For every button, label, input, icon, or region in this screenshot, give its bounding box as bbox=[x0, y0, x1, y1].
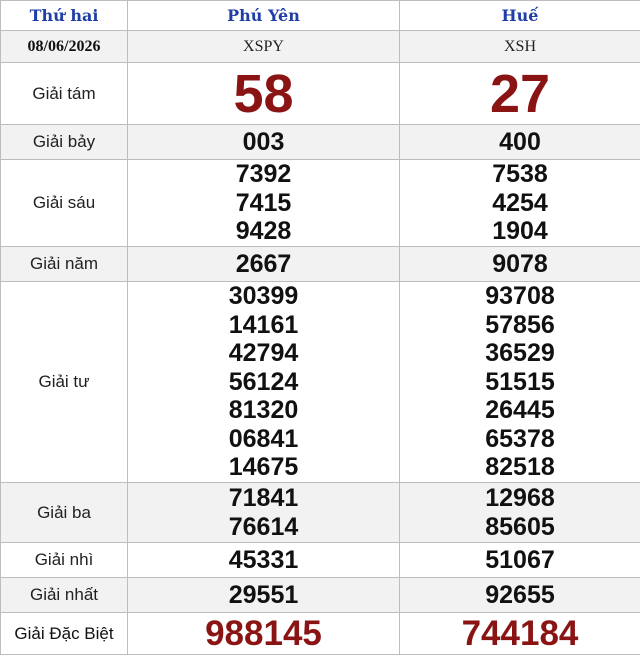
result-number: 7538 bbox=[492, 160, 548, 189]
result-number: 92655 bbox=[485, 580, 555, 609]
results-hue bbox=[400, 160, 640, 247]
results-hue bbox=[400, 578, 640, 613]
result-number: 9428 bbox=[235, 217, 292, 246]
results-phu-yen bbox=[128, 247, 400, 282]
results-phu-yen bbox=[128, 63, 400, 125]
result-number: 71841 bbox=[228, 484, 299, 512]
result-number: 27 bbox=[489, 63, 551, 124]
prize-row-g8 bbox=[1, 63, 640, 125]
prize-label: Giải nhì bbox=[1, 543, 128, 578]
province-header-phu-yen[interactable]: Phú Yên bbox=[128, 1, 400, 31]
result-number: 81320 bbox=[228, 396, 299, 425]
result-number: 30399 bbox=[228, 282, 299, 311]
result-number: 12968 bbox=[485, 484, 555, 512]
header-row bbox=[1, 1, 640, 31]
result-number: 56124 bbox=[228, 367, 299, 396]
result-number: 42794 bbox=[228, 339, 299, 368]
result-number: 45331 bbox=[228, 545, 299, 574]
result-number: 14675 bbox=[228, 453, 299, 482]
province-header-hue[interactable]: Huế bbox=[400, 1, 640, 31]
prize-row-g4 bbox=[1, 282, 640, 483]
result-number: 400 bbox=[499, 127, 541, 156]
result-number: 7392 bbox=[235, 160, 292, 189]
result-number: 003 bbox=[242, 127, 285, 156]
prize-label: Giải tư bbox=[1, 282, 128, 483]
results-hue bbox=[400, 613, 640, 655]
date-row bbox=[1, 31, 640, 63]
result-number: 988145 bbox=[205, 613, 322, 653]
day-header: Thứ hai bbox=[1, 1, 128, 31]
results-phu-yen bbox=[128, 483, 400, 543]
prize-row-g3 bbox=[1, 483, 640, 543]
prize-row-g7 bbox=[1, 125, 640, 160]
results-hue bbox=[400, 125, 640, 160]
results-hue bbox=[400, 282, 640, 483]
result-number: 51067 bbox=[485, 545, 555, 574]
results-hue bbox=[400, 543, 640, 578]
result-number: 36529 bbox=[485, 339, 555, 368]
code-hue[interactable]: XSH bbox=[400, 31, 640, 63]
results-phu-yen bbox=[128, 160, 400, 247]
result-number: 26445 bbox=[485, 396, 555, 425]
prize-label: Giải năm bbox=[1, 247, 128, 282]
prize-row-special bbox=[1, 613, 640, 655]
draw-date[interactable]: 08/06/2026 bbox=[1, 31, 128, 63]
result-number: 85605 bbox=[485, 512, 555, 541]
code-phu-yen[interactable]: XSPY bbox=[128, 31, 400, 63]
result-number: 82518 bbox=[485, 453, 555, 482]
result-number: 744184 bbox=[461, 613, 579, 653]
prize-label: Giải ba bbox=[1, 483, 128, 543]
results-phu-yen bbox=[128, 125, 400, 160]
results-hue bbox=[400, 63, 640, 125]
results-phu-yen bbox=[128, 282, 400, 483]
result-number: 9078 bbox=[492, 249, 548, 278]
results-phu-yen bbox=[128, 613, 400, 655]
results-phu-yen bbox=[128, 578, 400, 613]
result-number: 76614 bbox=[228, 512, 299, 541]
prize-row-g5 bbox=[1, 247, 640, 282]
results-hue bbox=[400, 247, 640, 282]
result-number: 14161 bbox=[228, 310, 299, 339]
results-phu-yen bbox=[128, 543, 400, 578]
result-number: 2667 bbox=[235, 249, 292, 278]
prize-label: Giải sáu bbox=[1, 160, 128, 247]
result-number: 29551 bbox=[228, 580, 299, 609]
result-number: 57856 bbox=[485, 310, 555, 339]
prize-label: Giải tám bbox=[1, 63, 128, 125]
prize-label: Giải Đặc Biệt bbox=[1, 613, 128, 655]
result-number: 58 bbox=[233, 63, 294, 124]
prize-label: Giải bảy bbox=[1, 125, 128, 160]
result-number: 93708 bbox=[485, 282, 555, 311]
prize-row-g2 bbox=[1, 543, 640, 578]
result-number: 7415 bbox=[235, 188, 292, 217]
prize-label: Giải nhất bbox=[1, 578, 128, 613]
result-number: 65378 bbox=[485, 424, 555, 453]
prize-row-g6 bbox=[1, 160, 640, 247]
result-number: 1904 bbox=[492, 217, 548, 246]
result-number: 4254 bbox=[492, 188, 548, 217]
result-number: 06841 bbox=[228, 424, 299, 453]
results-hue bbox=[400, 483, 640, 543]
result-number: 51515 bbox=[485, 367, 555, 396]
prize-row-g1 bbox=[1, 578, 640, 613]
